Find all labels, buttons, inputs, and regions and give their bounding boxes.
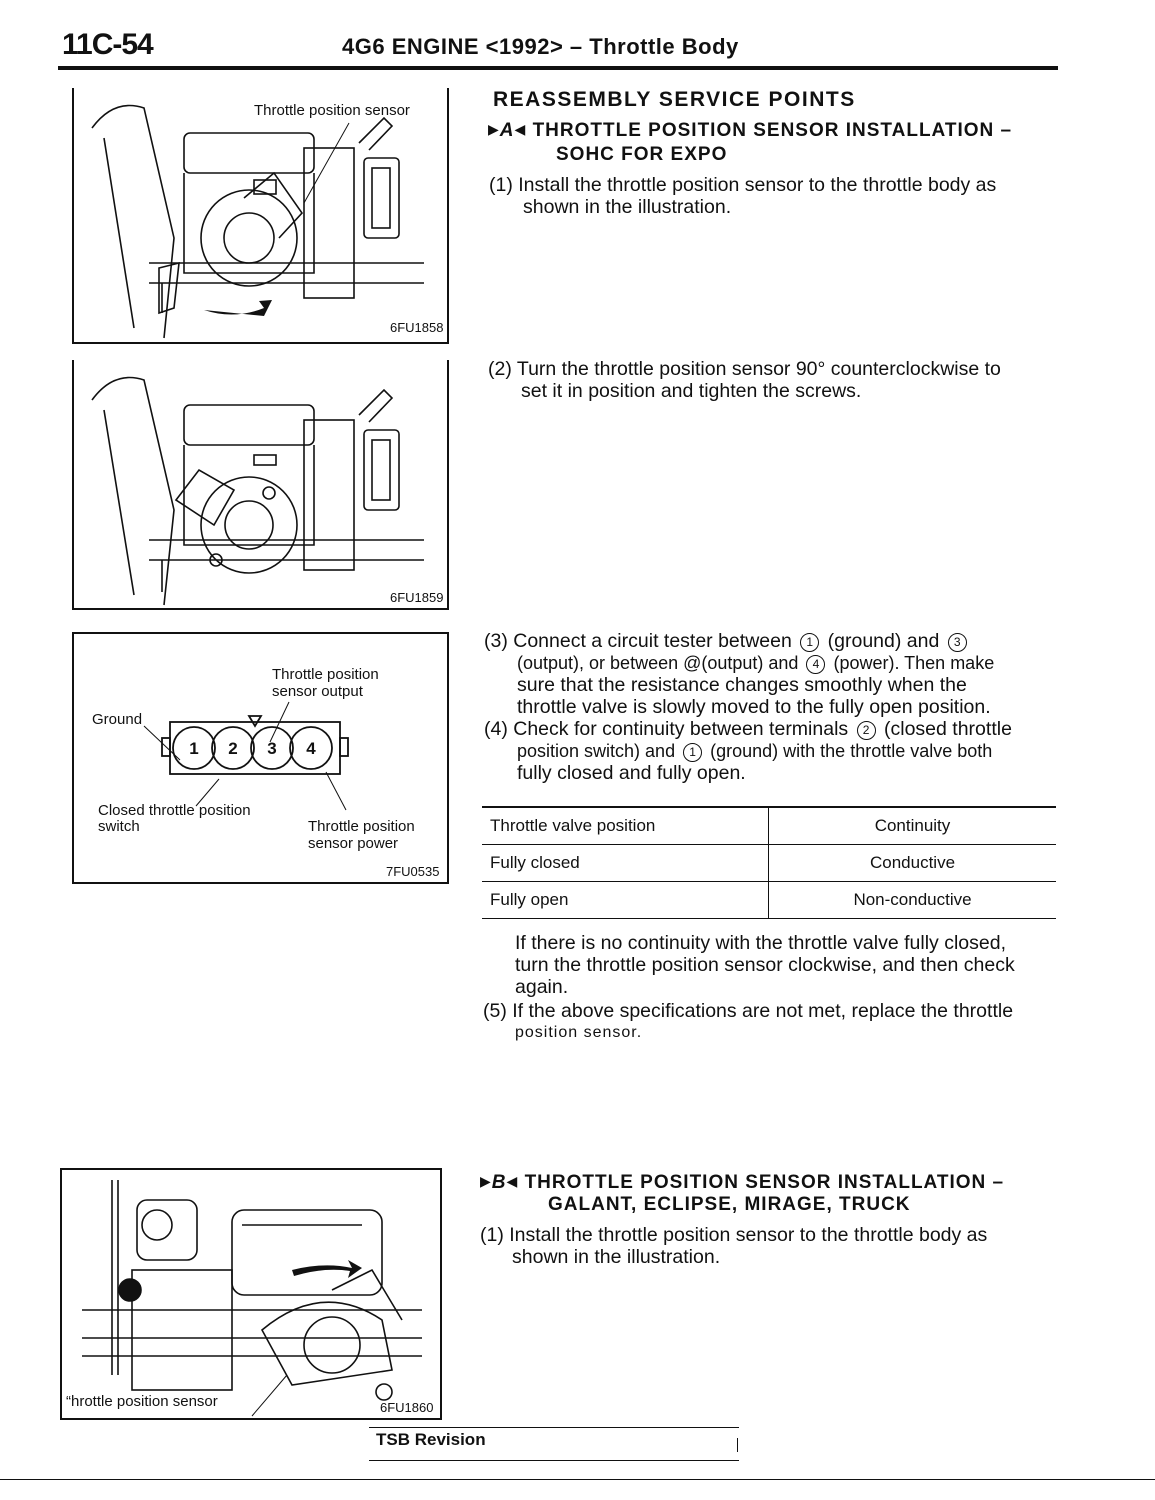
step-1-cont: shown in the illustration. xyxy=(523,196,732,218)
step-4-line-2 xyxy=(517,740,992,762)
step-4-text-c: position switch) and xyxy=(517,741,676,761)
cell-continuity: Non-conductive xyxy=(769,882,1057,919)
step-5-cont: position sensor. xyxy=(515,1024,643,1041)
closed-switch-label-2: switch xyxy=(98,818,140,835)
terminal-1-icon-2: 1 xyxy=(683,743,702,762)
note-line-3: again. xyxy=(515,976,569,998)
throttle-body-illustration-1 xyxy=(74,88,447,342)
throttle-body-illustration-3 xyxy=(62,1170,440,1418)
step-4-text-a: (4) Check for continuity between terminals xyxy=(484,718,849,740)
continuity-table xyxy=(482,806,1056,919)
fig1-label: Throttle position sensor xyxy=(254,102,410,119)
fig4-id: 6FU1860 xyxy=(380,1400,434,1415)
service-point-a-marker: A xyxy=(499,120,515,141)
step-2-cont: set it in position and tighten the screws. xyxy=(521,380,862,402)
service-point-b-title xyxy=(480,1172,1004,1194)
b-step-1: (1) Install the throttle position sensor to the throttle body as xyxy=(480,1224,988,1246)
step-3-line-3: sure that the resistance changes smoothly when the xyxy=(517,674,967,696)
ground-label: Ground xyxy=(92,711,143,728)
closed-switch-label-1: Closed throttle position xyxy=(98,802,251,819)
service-point-a-heading: THROTTLE POSITION SENSOR INSTALLATION – xyxy=(532,120,1013,141)
power-label-2: sensor power xyxy=(308,835,399,852)
note-line-2: turn the throttle position sensor clockwise, and then check xyxy=(515,954,1015,976)
bullet-left-icon: ▶ xyxy=(480,1173,492,1189)
service-point-b-marker: B xyxy=(491,1172,507,1193)
power-label-1: Throttle position xyxy=(308,818,415,835)
service-point-b-heading: THROTTLE POSITION SENSOR INSTALLATION – xyxy=(524,1172,1005,1193)
step-3-text-d: (power). Then make xyxy=(833,653,995,673)
page-bottom-rule xyxy=(0,1479,1155,1480)
table-row xyxy=(482,882,1056,919)
figure-6fu1860 xyxy=(60,1168,442,1420)
service-point-a-title xyxy=(488,120,1012,142)
service-point-a-subtitle: SOHC FOR EXPO xyxy=(556,144,728,165)
cell-continuity: Conductive xyxy=(769,845,1057,882)
step-3-text-a: (3) Connect a circuit tester between xyxy=(484,630,792,652)
output-label-1: Throttle position xyxy=(272,666,379,683)
step-4-line-3: fully closed and fully open. xyxy=(517,762,746,784)
pin-3-label: 3 xyxy=(267,739,277,758)
step-3-text-c: (output), or between @(output) and xyxy=(517,653,799,673)
fig3-bottom-rule xyxy=(72,882,449,884)
step-5: (5) If the above specifications are not met, replace the throttle xyxy=(483,1000,1014,1022)
cell-position: Fully closed xyxy=(482,845,769,882)
table-row xyxy=(482,845,1056,882)
header-throttle-valve-position: Throttle valve position xyxy=(482,807,769,845)
terminal-3-icon: 3 xyxy=(948,633,967,652)
fig1-bottom-rule xyxy=(72,342,449,344)
step-1: (1) Install the throttle position sensor to the throttle body as xyxy=(489,174,997,196)
terminal-2-icon: 2 xyxy=(857,721,876,740)
fig4-label: “hrottle position sensor xyxy=(66,1393,218,1410)
table-header-row xyxy=(482,807,1056,845)
step-4 xyxy=(484,718,1012,740)
fig2-id: 6FU1859 xyxy=(390,590,444,605)
step-3-text-b: (ground) and xyxy=(827,630,940,652)
footer-divider xyxy=(737,1438,738,1452)
pin-4-label: 4 xyxy=(306,739,316,758)
figure-6fu1858 xyxy=(72,88,449,342)
pin-2-label: 2 xyxy=(228,739,238,758)
pin-1-label: 1 xyxy=(189,739,199,758)
step-2: (2) Turn the throttle position sensor 90° counterclockwise to xyxy=(488,358,1001,380)
throttle-body-illustration-2 xyxy=(74,360,447,608)
figure-6fu1859 xyxy=(72,360,449,608)
terminal-1-icon: 1 xyxy=(800,633,819,652)
step-3-line-2 xyxy=(517,652,994,674)
page-number: 11C-54 xyxy=(62,28,153,61)
cell-position: Fully open xyxy=(482,882,769,919)
fig1-id: 6FU1858 xyxy=(390,320,444,335)
terminal-4-icon: 4 xyxy=(806,655,825,674)
bullet-right-icon: ◀ xyxy=(514,121,527,137)
step-3 xyxy=(484,630,970,652)
note-line-1: If there is no continuity with the throttle valve fully closed, xyxy=(515,932,1006,954)
fig2-bottom-rule xyxy=(72,608,449,610)
step-3-line-4: throttle valve is slowly moved to the fully open position. xyxy=(517,696,991,718)
page-title: 4G6 ENGINE <1992> – Throttle Body xyxy=(342,34,739,59)
b-step-1-cont: shown in the illustration. xyxy=(512,1246,721,1268)
bullet-right-icon: ◀ xyxy=(506,1173,519,1189)
service-point-b-subtitle: GALANT, ECLIPSE, MIRAGE, TRUCK xyxy=(548,1194,911,1215)
bullet-left-icon: ▶ xyxy=(488,121,500,137)
tsb-revision-label: TSB Revision xyxy=(376,1430,486,1449)
header-continuity: Continuity xyxy=(769,807,1057,845)
step-4-text-d: (ground) with the throttle valve both xyxy=(710,741,993,761)
connector-diagram xyxy=(74,634,447,884)
header-rule xyxy=(58,66,1058,70)
section-heading: REASSEMBLY SERVICE POINTS xyxy=(493,88,856,111)
fig3-id: 7FU0535 xyxy=(386,864,440,879)
figure-7fu0535 xyxy=(72,632,449,884)
step-4-text-b: (closed throttle xyxy=(884,718,1012,740)
output-label-2: sensor output xyxy=(272,683,363,700)
